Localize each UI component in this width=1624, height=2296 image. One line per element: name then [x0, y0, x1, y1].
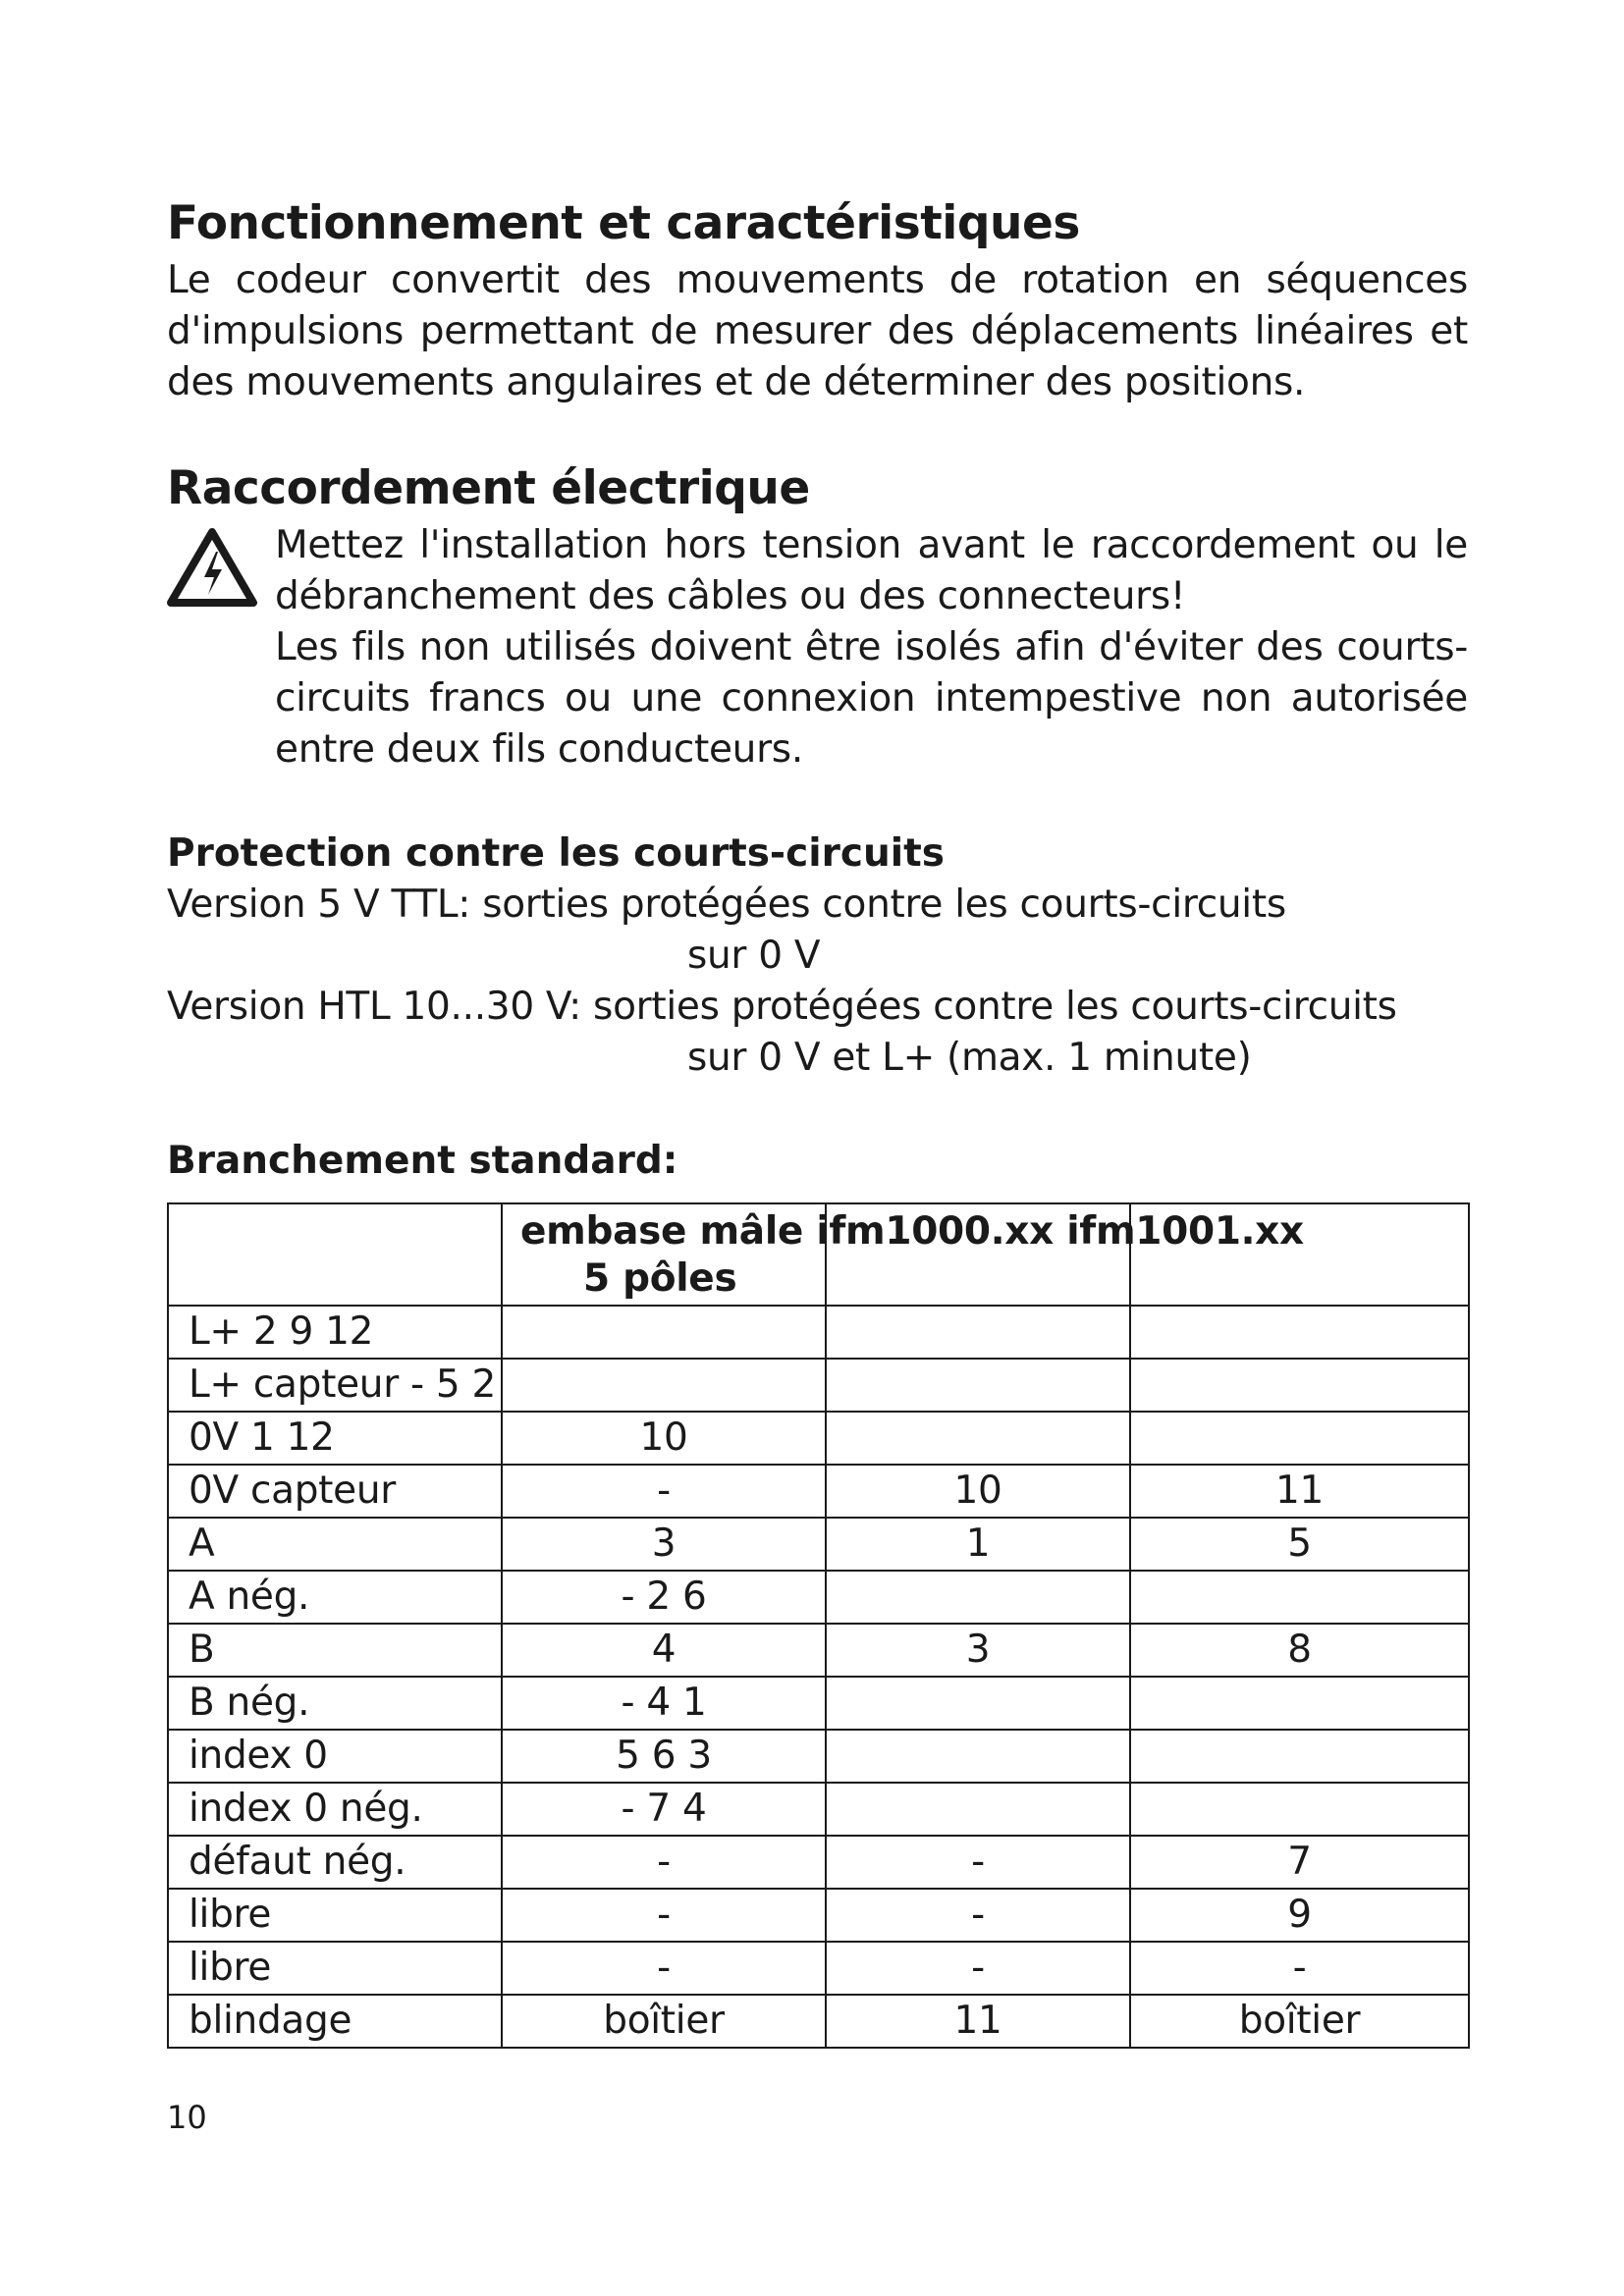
table-row: [168, 1889, 1469, 1942]
pin-cell: boîtier: [502, 1995, 826, 2048]
section-title-function: Fonctionnement et caractéristiques: [167, 196, 1080, 250]
table-row: [168, 1624, 1469, 1677]
pin-cell: [1130, 1730, 1469, 1783]
pin-cell: 4: [502, 1624, 826, 1677]
pin-cell: 3: [502, 1518, 826, 1571]
header-cell-connector: [502, 1203, 1304, 1306]
table-row: [168, 1465, 1469, 1518]
pin-cell: -: [502, 1942, 826, 1995]
table-row: [168, 1677, 1469, 1730]
pin-cell: -: [826, 1889, 1130, 1942]
section-function: [167, 196, 1468, 408]
table-row: [168, 1306, 1469, 1359]
protection-line-2: sur 0 V: [687, 933, 821, 978]
pin-cell: [502, 1359, 826, 1412]
table-row: [168, 1518, 1469, 1571]
pin-cell: [826, 1677, 1130, 1730]
signal-name-cell: B: [168, 1624, 502, 1677]
section-title-electrical: Raccordement électrique: [167, 461, 810, 515]
section-standard-wiring: [167, 1137, 1468, 2049]
pin-cell: [1130, 1783, 1469, 1836]
table-row: [168, 1730, 1469, 1783]
pin-cell: [1130, 1412, 1469, 1465]
table-row: [168, 1412, 1469, 1465]
section-title-wiring: Branchement standard:: [167, 1139, 678, 1183]
signal-name-cell: 0V 1 12: [168, 1412, 502, 1465]
signal-name-cell: libre: [168, 1889, 502, 1942]
pin-cell: - 7 4: [502, 1783, 826, 1836]
protection-line-4: sur 0 V et L+ (max. 1 minute): [687, 1035, 1252, 1080]
signal-name-cell: défaut nég.: [168, 1836, 502, 1889]
warning-text-2: Les fils non utilisés doivent être isolés afin d'éviter des courts-circuits francs ou une connexion intempestive non autorisée entre deux fils conducteurs.: [275, 625, 1468, 773]
table-row: [168, 1571, 1469, 1624]
table-row: [168, 1783, 1469, 1836]
table-row: [168, 1995, 1469, 2048]
pin-cell: 9: [1130, 1889, 1469, 1942]
table-row: [168, 1942, 1469, 1995]
pin-cell: 11: [1130, 1465, 1469, 1518]
signal-name-cell: B nég.: [168, 1677, 502, 1730]
pin-cell: [826, 1359, 1130, 1412]
page-number: 10: [167, 2099, 207, 2136]
table-header-row: [168, 1203, 1469, 1306]
signal-name-cell: libre: [168, 1942, 502, 1995]
pin-cell: - 4 1: [502, 1677, 826, 1730]
pin-cell: 1: [826, 1518, 1130, 1571]
pin-cell: [1130, 1306, 1469, 1359]
section-title-short-circuit: Protection contre les courts-circuits: [167, 831, 945, 876]
protection-line-3: Version HTL 10...30 V: sorties protégées contre les courts-circuits: [167, 984, 1397, 1029]
signal-name-cell: L+ capteur - 5 2: [168, 1359, 502, 1412]
signal-name-cell: A nég.: [168, 1571, 502, 1624]
section-text-function: Le codeur convertit des mouvements de rotation en séquences d'impulsions permettant de mesurer des déplacements linéaires et des mouvements angulaires et de déterminer des positions.: [167, 258, 1468, 405]
wiring-table: [167, 1202, 1470, 2049]
protection-line-1: Version 5 V TTL: sorties protégées contre les courts-circuits: [167, 881, 1286, 927]
pin-cell: 5 6 3: [502, 1730, 826, 1783]
pin-cell: [502, 1306, 826, 1359]
pin-cell: [826, 1571, 1130, 1624]
signal-name-cell: index 0 nég.: [168, 1783, 502, 1836]
pin-cell: 10: [826, 1465, 1130, 1518]
header-text-connector: embase mâle ifm1000.xx ifm1001.xx: [520, 1208, 1304, 1254]
warning-block: [167, 520, 1468, 775]
table-row: [168, 1359, 1469, 1412]
pin-cell: [826, 1730, 1130, 1783]
pin-cell: 8: [1130, 1624, 1469, 1677]
pin-cell: 3: [826, 1624, 1130, 1677]
high-voltage-warning-icon: [167, 520, 275, 775]
pin-cell: [826, 1306, 1130, 1359]
section-electrical-connection: [167, 461, 1468, 775]
table-row: [168, 1836, 1469, 1889]
signal-name-cell: 0V capteur: [168, 1465, 502, 1518]
pin-cell: [826, 1783, 1130, 1836]
pin-cell: [826, 1412, 1130, 1465]
pin-cell: -: [502, 1836, 826, 1889]
pin-cell: 11: [826, 1995, 1130, 2048]
pin-cell: [1130, 1571, 1469, 1624]
pin-cell: 5: [1130, 1518, 1469, 1571]
pin-cell: - 2 6: [502, 1571, 826, 1624]
signal-name-cell: blindage: [168, 1995, 502, 2048]
pin-cell: -: [502, 1465, 826, 1518]
pin-cell: [1130, 1677, 1469, 1730]
pin-cell: [1130, 1359, 1469, 1412]
warning-text: [275, 520, 1468, 775]
pin-cell: 10: [502, 1412, 826, 1465]
pin-cell: -: [502, 1889, 826, 1942]
pin-cell: boîtier: [1130, 1995, 1469, 2048]
pin-cell: -: [1130, 1942, 1469, 1995]
signal-name-cell: index 0: [168, 1730, 502, 1783]
section-short-circuit: [167, 829, 1468, 1084]
pin-cell: -: [826, 1942, 1130, 1995]
pin-cell: -: [826, 1836, 1130, 1889]
pin-cell: 7: [1130, 1836, 1469, 1889]
warning-text-1: Mettez l'installation hors tension avant le raccordement ou le débranchement des câbles ou des connecteurs!: [275, 523, 1468, 619]
header-text-poles: 5 pôles: [583, 1255, 737, 1301]
header-cell-empty: [168, 1203, 502, 1306]
signal-name-cell: A: [168, 1518, 502, 1571]
signal-name-cell: L+ 2 9 12: [168, 1306, 502, 1359]
